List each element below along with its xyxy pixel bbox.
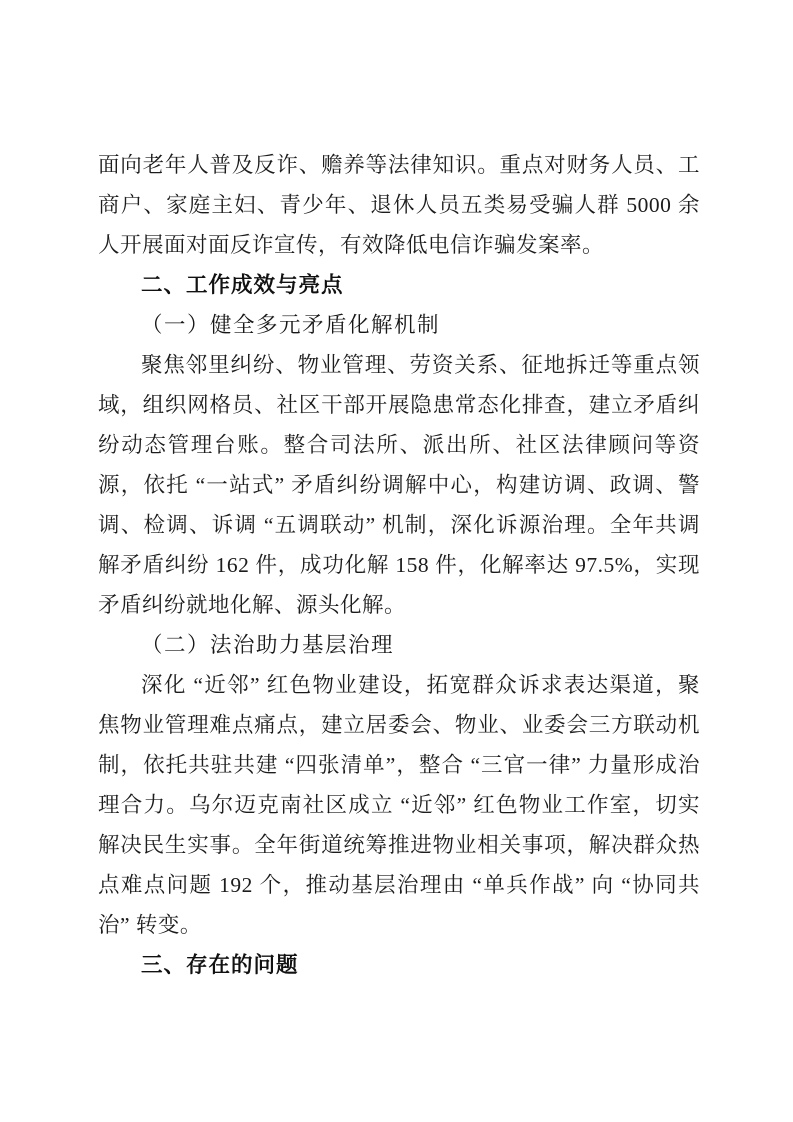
paragraph-dispute-mediation: 聚焦邻里纠纷、物业管理、劳资关系、征地拆迁等重点领域，组织网格员、社区干部开展隐患常态化排查，建立矛盾纠纷动态管理台账。整合司法所、派出所、社区法律顾问等资源，依托 “一站式” 矛盾纠纷调解中心，构建访调、政调、警调、检调、诉调 “五调联动” 机制，深化诉源治理。全年共调解矛盾纠纷 162 件，成功化解 158 件，化解率达 97.5%，实现矛盾纠纷就地化解、源头化解。 [98,353,700,617]
paragraph-anti-fraud-continued: 面向老年人普及反诈、赡养等法律知识。重点对财务人员、工商户、家庭主妇、青少年、退休人员五类易受骗人群 5000 余人开展面对面反诈宣传，有效降低电信诈骗发案率。 [98,153,700,257]
document-body [98,145,700,985]
heading-section-three-problems: 三、存在的问题 [141,953,299,977]
heading-subsection-one-dispute-resolution: （一）健全多元矛盾化解机制 [141,313,441,337]
heading-section-two-achievements: 二、工作成效与亮点 [141,273,344,297]
heading-subsection-two-grassroots-governance: （二）法治助力基层治理 [141,633,395,657]
paragraph-property-governance: 深化 “近邻” 红色物业建设，拓宽群众诉求表达渠道，聚焦物业管理难点痛点，建立居委会、物业、业委会三方联动机制，依托共驻共建 “四张清单”，整合 “三官一律” 力量形成治理合力。乌尔迈克南社区成立 “近邻” 红色物业工作室，切实解决民生实事。全年街道统筹推进物业相关事项，解决群众热点难点问题 192 个，推动基层治理由 “单兵作战” 向 “协同共治” 转变。 [98,673,700,937]
